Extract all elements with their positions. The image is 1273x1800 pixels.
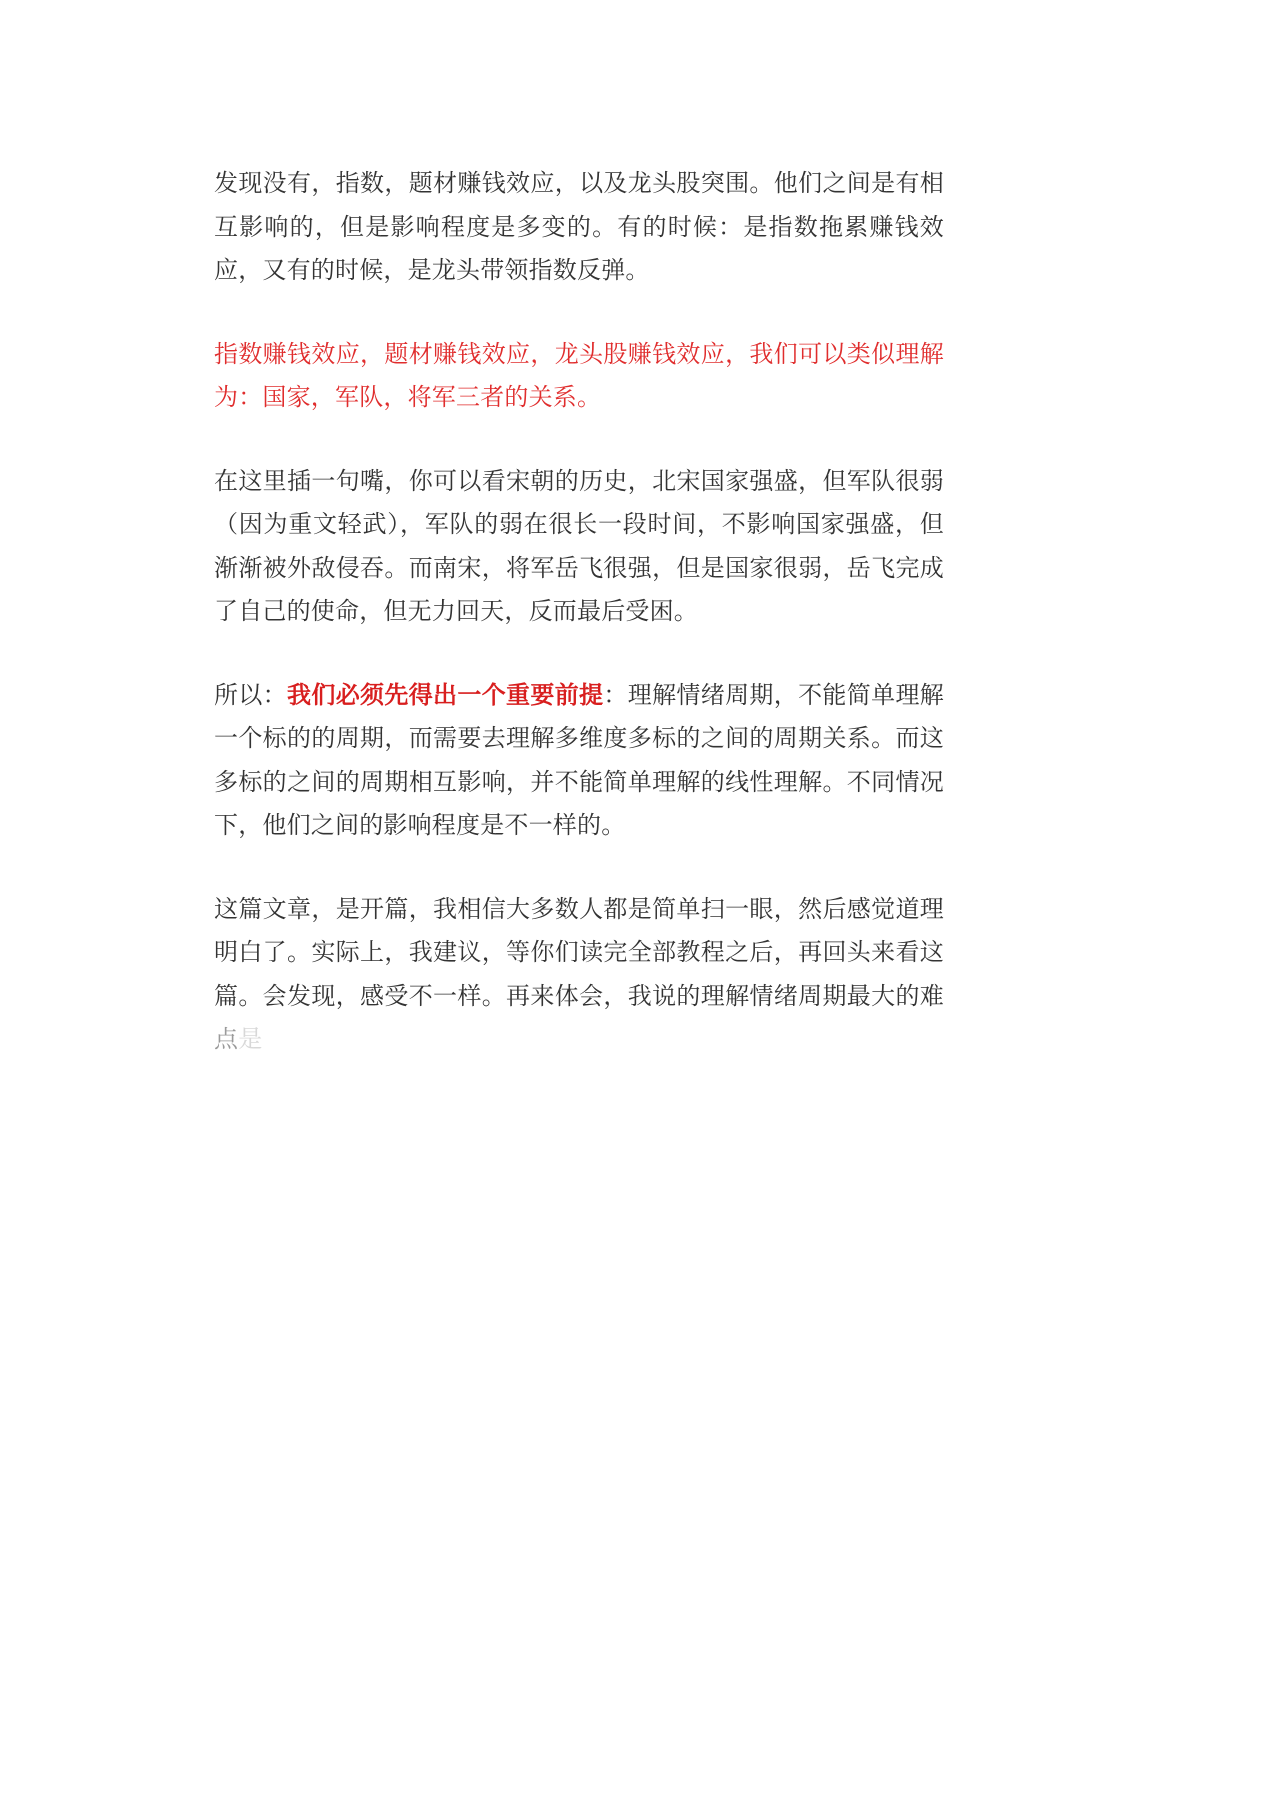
paragraph-4-key-premise: 我们必须先得出一个重要前提 [287, 680, 604, 709]
paragraph-3: 在这里插一句嘴，你可以看宋朝的历史，北宋国家强盛，但军队很弱（因为重文轻武），军队的弱在很长一段时间，不影响国家强盛，但渐渐被外敌侵吞。而南宋，将军岳飞很强，但是国家很弱，岳飞完成了自己的使命，但无力回天，反而最后受困。 [214, 466, 944, 625]
paragraph-5-fade-out-end: 是 [238, 1025, 263, 1053]
paragraph-5 [214, 888, 944, 1062]
paragraph-2-highlight: 指数赚钱效应，题材赚钱效应，龙头股赚钱效应，我们可以类似理解为：国家，军队，将军三者的关系。 [214, 339, 944, 411]
article-body [214, 162, 944, 1102]
paragraph-4 [214, 674, 944, 848]
paragraph-4-prefix: 所以： [214, 680, 288, 709]
paragraph-5-main: 这篇文章，是开篇，我相信大多数人都是简单扫一眼，然后感觉道理明白了。实际上，我建议，等你们读完全部教程之后，再回头来看这篇。会发现，感受不一样。再来体会，我说的理解情绪周期最大的难 [214, 894, 944, 1010]
paragraph-5-fade-out: 点 [214, 1025, 239, 1053]
paragraph-1: 发现没有，指数，题材赚钱效应，以及龙头股突围。他们之间是有相互影响的，但是影响程度是多变的。有的时候：是指数拖累赚钱效应，又有的时候，是龙头带领指数反弹。 [214, 169, 944, 284]
paragraph-4-rest: ：理解情绪周期，不能简单理解一个标的的周期，而需要去理解多维度多标的之间的周期关系。而这多标的之间的周期相互影响，并不能简单理解的线性理解。不同情况下，他们之间的影响程度是不一样的。 [214, 680, 944, 839]
